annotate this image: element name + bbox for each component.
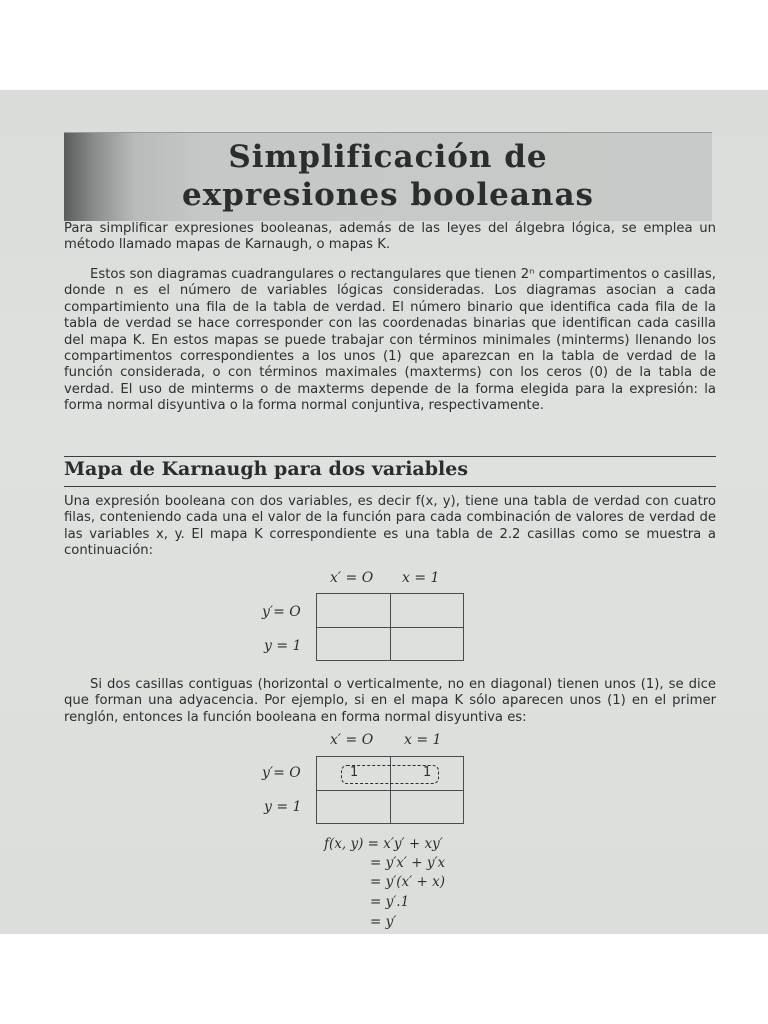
kmap2-cell-one-left: 1 (350, 765, 359, 780)
adjacency-paragraph: Si dos casillas contiguas (horizontal o verticalmente, no en diagonal) tienen unos (1), se dice que forman una adyacencia. Por ejemplo, si en el mapa K sólo aparecen unos (1) en el primer renglón, entonces la función booleana en forma normal disyuntiva es: (64, 677, 716, 725)
equation-line-3: = y′(x′ + x) (370, 874, 446, 890)
page-title-line1: Simplificación de (228, 139, 548, 175)
equation-line-1: f(x, y) = x′y′ + xy′ (324, 836, 443, 852)
equation-line-5: = y′ (370, 914, 397, 930)
kmap1-row0-label: y′= O (262, 604, 301, 620)
kmap1-grid (316, 593, 464, 661)
kmap1-col0-label: x′ = O (330, 570, 374, 586)
description-paragraph: Estos son diagramas cuadrangulares o rectangulares que tienen 2ⁿ compartimentos o casillas, donde n es el número de variables lógicas consideradas. Los diagramas asocian a cada compartimiento una fila de la tabla de verdad. El número binario que identifica cada fila de la tabla de verdad se hace corresponder con las coordenadas binarias que identifican cada casilla del mapa K. En estos mapas se puede trabajar con términos minimales (minterms) llenando los compartimentos correspondientes a los unos (1) que aparezcan en la tabla de verdad de la función considerada, o con términos maximales (maxterms) con los ceros (0) de la tabla de verdad. El uso de minterms o de maxterms depende de la forma elegida para la expresión: la forma normal disyuntiva o la forma normal conjuntiva, respectivamente. (64, 267, 716, 414)
equation-line-2: = y′x′ + y′x (370, 855, 446, 871)
section-rule-top (64, 456, 716, 457)
kmap2-col0-label: x′ = O (330, 732, 374, 748)
kmap1-row1-label: y = 1 (264, 638, 302, 654)
section-rule-bottom (64, 486, 716, 487)
kmap2-col1-label: x = 1 (404, 732, 442, 748)
two-variable-paragraph: Una expresión booleana con dos variables, es decir f(x, y), tiene una tabla de verdad con cuatro filas, conteniendo cada una el valor de la función para cada combinación de valores de verdad de las variables x, y. El mapa K correspondiente es una tabla de 2.2 casillas como se muestra a continuación: (64, 494, 716, 559)
page-photo (0, 90, 768, 934)
intro-paragraph: Para simplificar expresiones booleanas, además de las leyes del álgebra lógica, se emplea un método llamado mapas de Karnaugh, o mapas K. (64, 221, 716, 253)
equation-line-4: = y′.1 (370, 894, 410, 910)
kmap2-cell-one-right: 1 (423, 765, 432, 780)
kmap2-row0-label: y′= O (262, 765, 301, 781)
kmap2-row1-label: y = 1 (264, 799, 302, 815)
title-banner (64, 132, 712, 221)
page-title-line2: expresiones booleanas (181, 177, 595, 213)
section-title: Mapa de Karnaugh para dos variables (64, 458, 469, 480)
kmap1-col1-label: x = 1 (402, 570, 440, 586)
